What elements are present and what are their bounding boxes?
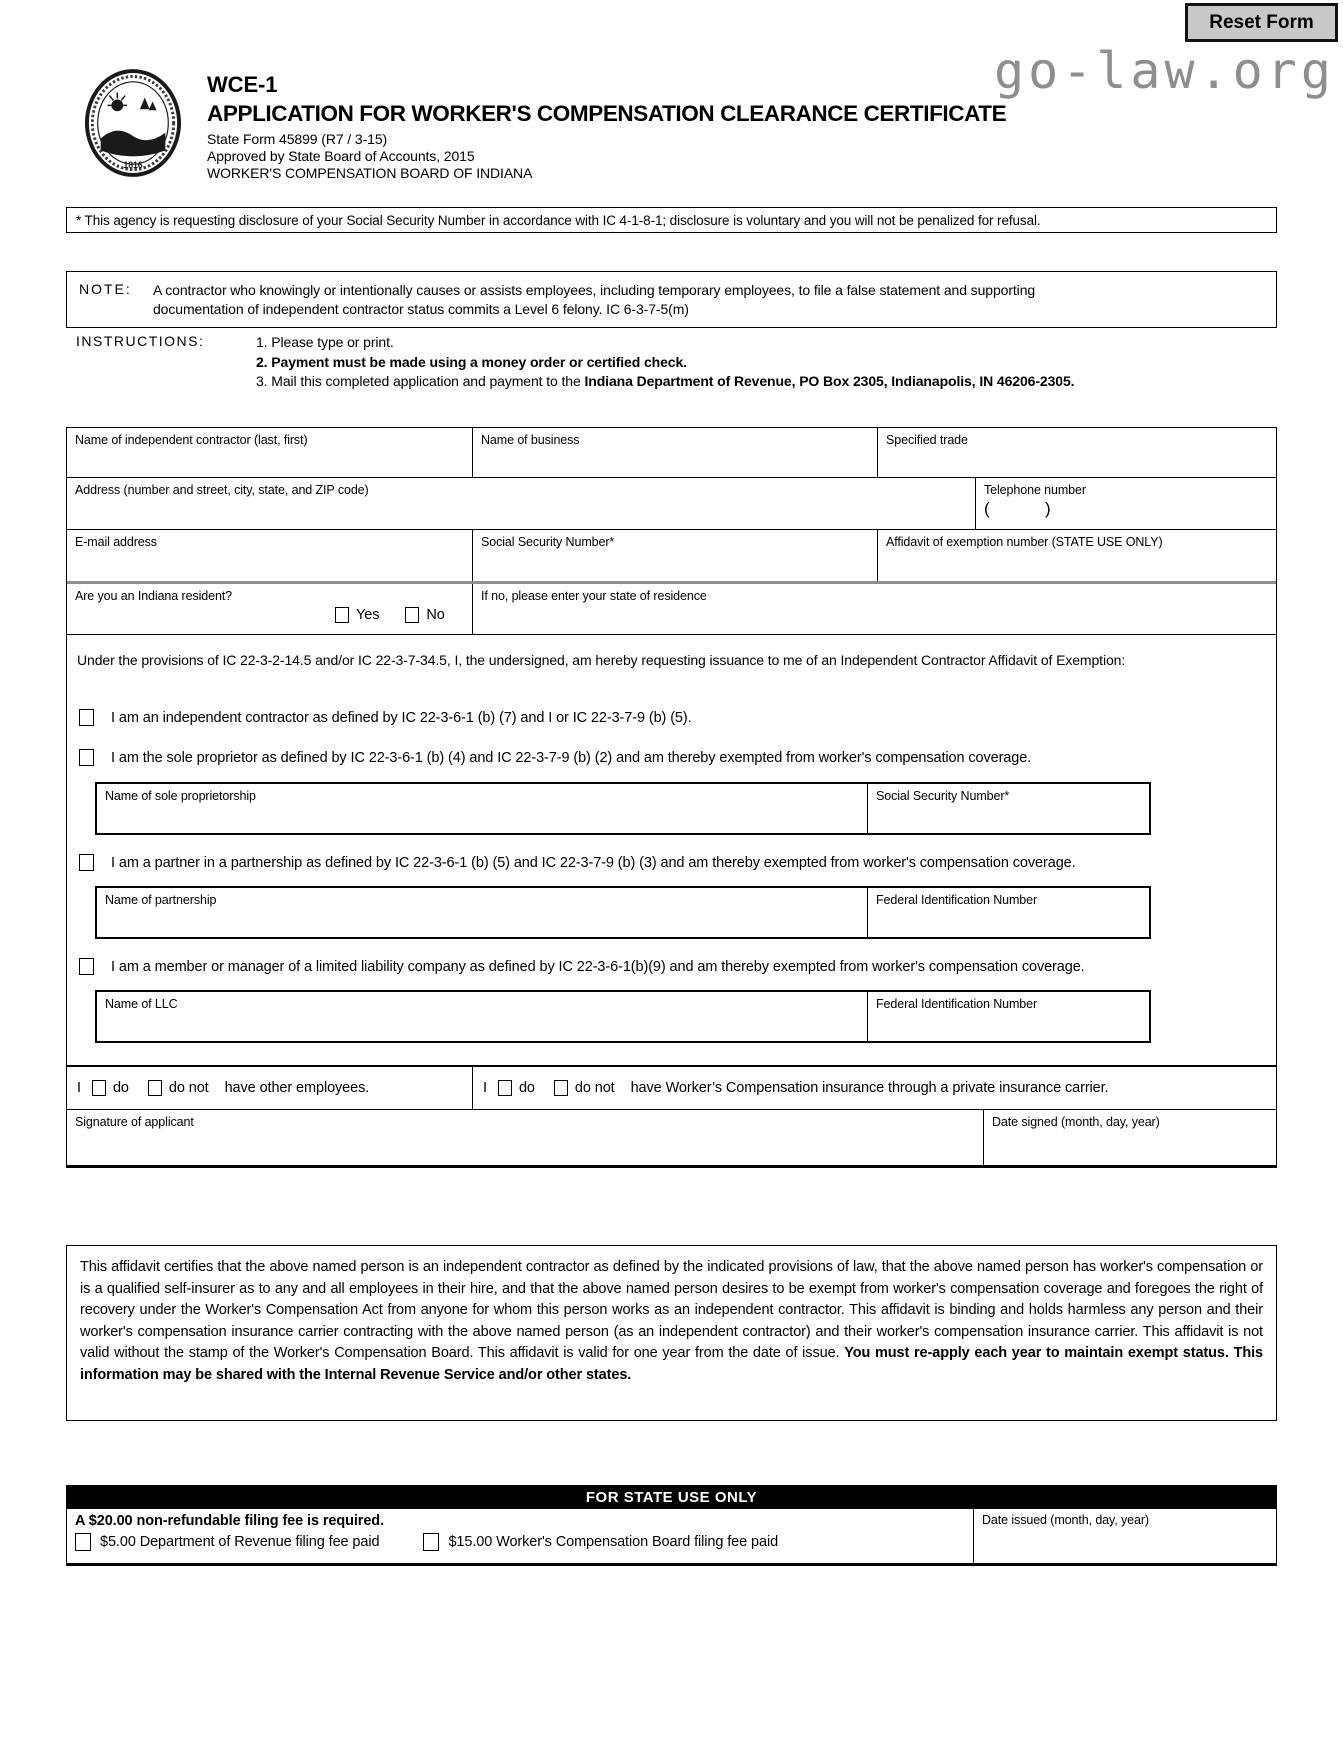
filing-fee-cell <box>67 1509 974 1563</box>
sole-proprietor-checkbox[interactable] <box>79 749 94 766</box>
ssn-field[interactable] <box>472 530 877 581</box>
llc-label: I am a member or manager of a limited liability company as defined by IC 22-3-6-1(b)(9) and am thereby exempted from worker's compensation coverage. <box>111 958 1085 975</box>
date-signed-field[interactable] <box>983 1110 1276 1165</box>
reset-form-button[interactable]: Reset Form <box>1185 3 1338 42</box>
revenue-fee-checkbox[interactable] <box>75 1533 91 1551</box>
state-form-number: State Form 45899 (R7 / 3-15) <box>207 131 388 147</box>
form-title: APPLICATION FOR WORKER'S COMPENSATION CLEARANCE CERTIFICATE <box>207 101 1007 126</box>
partnership-checkbox[interactable] <box>79 854 94 871</box>
telephone-field[interactable] <box>975 478 1276 529</box>
note-text: A contractor who knowingly or intentionally causes or assists employees, including temporary employees, to file a false statement and supporting documentation of independent contractor status commits a Level 6 felony. IC 6-3-7-5(m) <box>153 282 1036 317</box>
signature-field[interactable] <box>67 1110 983 1165</box>
employees-do-label: do <box>112 1080 129 1096</box>
llc-checkbox[interactable] <box>79 958 94 975</box>
ssn-label: Social Security Number* <box>481 535 615 549</box>
llc-subtable <box>95 990 1151 1043</box>
state-use-header-bar: FOR STATE USE ONLY <box>67 1486 1276 1509</box>
insurance-do-not-checkbox[interactable] <box>554 1080 568 1096</box>
form-code: WCE-1 <box>207 72 278 97</box>
revenue-fee-label: $5.00 Department of Revenue filing fee paid <box>100 1534 380 1550</box>
date-signed-label: Date signed (month, day, year) <box>992 1115 1160 1129</box>
employees-statement: have other employees. <box>224 1080 370 1096</box>
instruction-item-3: 3. Mail this completed application and payment to the Indiana Department of Revenue, PO Box 2305, Indianapolis, IN 46206-2305. <box>256 373 1075 389</box>
business-name-label: Name of business <box>481 433 580 447</box>
llc-fid-field[interactable] <box>868 992 1149 1041</box>
independent-contractor-label: I am an independent contractor as defined by IC 22-3-6-1 (b) (7) and I or IC 22-3-7-9 (b) (5). <box>111 709 692 726</box>
sole-proprietorship-ssn-field[interactable] <box>868 784 1149 833</box>
llc-name-field[interactable] <box>97 992 868 1041</box>
partnership-subtable <box>95 886 1151 939</box>
indiana-state-seal-icon <box>84 68 182 178</box>
insurance-do-not-label: do not <box>574 1080 615 1096</box>
application-table <box>66 427 1277 1168</box>
form-header <box>207 72 1006 182</box>
telephone-parentheses: ( ) <box>984 499 1051 518</box>
date-issued-field[interactable] <box>974 1509 1276 1563</box>
state-of-residence-label: If no, please enter your state of residence <box>481 589 707 603</box>
sole-proprietorship-subtable <box>95 782 1151 835</box>
llc-fid-label: Federal Identification Number <box>876 997 1038 1011</box>
table-row <box>67 581 1276 634</box>
insurance-do-label: do <box>518 1080 535 1096</box>
option-partner <box>79 854 1076 871</box>
partnership-fid-label: Federal Identification Number <box>876 893 1038 907</box>
resident-question-cell <box>67 584 472 634</box>
ssn-disclosure-notice: * This agency is requesting disclosure of your Social Security Number in accordance with IC 4-1-8-1; disclosure is voluntary and you will not be penalized for refusal. <box>66 207 1277 233</box>
affidavit-number-field[interactable] <box>877 530 1276 581</box>
table-row <box>67 529 1276 581</box>
instructions-label: INSTRUCTIONS: <box>76 333 205 349</box>
independent-contractor-checkbox[interactable] <box>79 709 94 726</box>
address-field[interactable] <box>67 478 975 529</box>
resident-question-label: Are you an Indiana resident? <box>75 589 233 603</box>
watermark-text: go-law.org <box>993 42 1335 100</box>
business-name-field[interactable] <box>472 428 877 477</box>
table-row <box>67 1065 1276 1109</box>
date-issued-label: Date issued (month, day, year) <box>982 1513 1149 1527</box>
option-sole-proprietor <box>79 749 1031 766</box>
option-independent-contractor <box>79 709 692 726</box>
instructions-block <box>76 333 1074 392</box>
exemption-intro: Under the provisions of IC 22-3-2-14.5 and/or IC 22-3-7-34.5, I, the undersigned, am hereby requesting issuance to me of an Independent Contractor Affidavit of Exemption: <box>77 652 1126 668</box>
insurance-pronoun: I <box>483 1080 487 1096</box>
option-llc-member <box>79 958 1085 975</box>
insurance-do-checkbox[interactable] <box>498 1080 512 1096</box>
table-row <box>67 1109 1276 1165</box>
llc-name-label: Name of LLC <box>105 997 178 1011</box>
board-line: WORKER'S COMPENSATION BOARD OF INDIANA <box>207 165 533 181</box>
affidavit-number-label: Affidavit of exemption number (STATE USE ONLY) <box>886 535 1163 549</box>
sole-proprietor-label: I am the sole proprietor as defined by IC 22-3-6-1 (b) (4) and IC 22-3-7-9 (b) (2) and am thereby exempted from worker's compensation coverage. <box>111 749 1032 766</box>
resident-no-label: No <box>426 607 445 623</box>
note-box <box>66 271 1277 328</box>
wcb-fee-checkbox[interactable] <box>423 1533 439 1551</box>
state-of-residence-field[interactable] <box>472 584 1276 634</box>
partnership-name-label: Name of partnership <box>105 893 217 907</box>
insurance-cell <box>472 1067 1276 1109</box>
contractor-name-field[interactable] <box>67 428 472 477</box>
instruction-item-1: 1. Please type or print. <box>256 334 394 350</box>
table-row <box>67 428 1276 477</box>
note-label: NOTE: <box>79 281 132 297</box>
signature-label: Signature of applicant <box>75 1115 194 1129</box>
table-row <box>67 477 1276 529</box>
affidavit-certification-text: This affidavit certifies that the above named person is an independent contractor as defined by the indicated provisions of law, that the above named person has worker's compensation or is a qualified self-insurer as to any and all employees in their hire, and that the above named person desires to be exempt from worker's compensation coverage and foregoes the right of recovery under the Worker's Compensation Act from anyone for whom this person works as an independent contractor. This affidavit is binding and holds harmless any person and their worker's compensation insurance carrier contracting with the above named person (as an independent contractor) and their worker's compensation insurance carrier. This affidavit is not valid without the stamp of the Worker's Compensation Board. This affidavit is valid for one year from the date of issue. You must re-apply each year to maintain exempt status. This information may be shared with the Internal Revenue Service and/or other states. <box>66 1245 1277 1421</box>
state-use-section <box>66 1485 1277 1566</box>
employees-do-checkbox[interactable] <box>92 1080 106 1096</box>
resident-yes-checkbox[interactable] <box>335 607 349 623</box>
approved-line: Approved by State Board of Accounts, 2015 <box>207 148 475 164</box>
email-field[interactable] <box>67 530 472 581</box>
resident-yes-label: Yes <box>356 607 380 623</box>
sole-proprietorship-ssn-label: Social Security Number* <box>876 789 1010 803</box>
insurance-statement: have Worker’s Compensation insurance through a private insurance carrier. <box>630 1080 1109 1096</box>
partnership-label: I am a partner in a partnership as defined by IC 22-3-6-1 (b) (5) and IC 22-3-7-9 (b) (3) and am thereby exempted from worker's compensation coverage. <box>111 854 1076 871</box>
address-label: Address (number and street, city, state, and ZIP code) <box>75 483 369 497</box>
employees-pronoun: I <box>77 1080 81 1096</box>
other-employees-cell <box>67 1067 472 1109</box>
svg-text:1816: 1816 <box>123 160 143 171</box>
sole-proprietorship-name-label: Name of sole proprietorship <box>105 789 256 803</box>
partnership-fid-field[interactable] <box>868 888 1149 937</box>
partnership-name-field[interactable] <box>97 888 868 937</box>
exemption-section <box>67 634 1276 1065</box>
employees-do-not-label: do not <box>168 1080 209 1096</box>
wcb-fee-label: $15.00 Worker's Compensation Board filing fee paid <box>448 1534 779 1550</box>
sole-proprietorship-name-field[interactable] <box>97 784 868 833</box>
fee-required-note: A $20.00 non-refundable filing fee is required. <box>75 1513 384 1529</box>
contractor-name-label: Name of independent contractor (last, first) <box>75 433 308 447</box>
email-label: E-mail address <box>75 535 157 549</box>
instruction-item-2: 2. Payment must be made using a money order or certified check. <box>256 353 687 370</box>
specified-trade-label: Specified trade <box>886 433 968 447</box>
telephone-label: Telephone number <box>984 483 1086 497</box>
resident-no-checkbox[interactable] <box>405 607 419 623</box>
employees-do-not-checkbox[interactable] <box>148 1080 162 1096</box>
specified-trade-field[interactable] <box>877 428 1276 477</box>
